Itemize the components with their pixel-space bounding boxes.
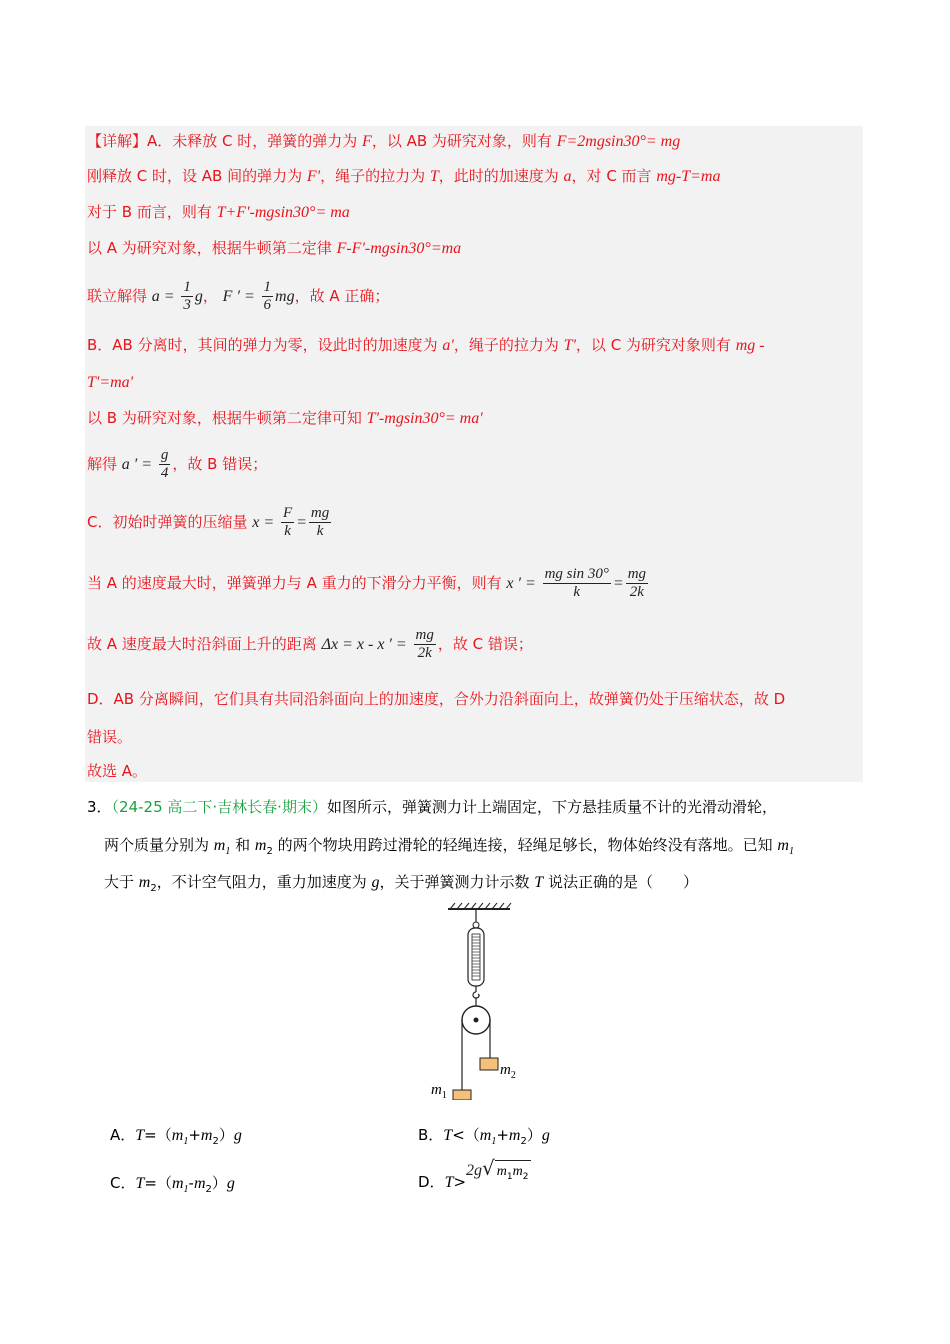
text: 以 A 为研究对象，根据牛顿第二定律: [87, 239, 337, 257]
text: 解得: [87, 455, 118, 473]
pulley-axle: [474, 1018, 479, 1023]
equation: mg-T=ma: [656, 168, 721, 185]
text: ，故 C 错误；: [437, 635, 533, 653]
equation: F=2mgsin30°= mg: [556, 133, 681, 150]
text: +: [188, 1126, 201, 1144]
fraction: [159, 447, 171, 482]
var: T': [563, 337, 576, 354]
var: m: [138, 874, 151, 891]
denominator: k: [281, 522, 294, 540]
var: T: [135, 1175, 145, 1192]
math: =: [296, 514, 307, 531]
option-letter: D．: [418, 1173, 445, 1191]
solution-line-10: [87, 502, 333, 543]
var: T: [444, 1174, 454, 1191]
solution-line-5: [87, 276, 389, 317]
text: 当 A 的速度最大时，弹簧弹力与 A 重力的下滑分力平衡，则有: [87, 574, 502, 592]
var: m: [193, 1175, 206, 1192]
denominator: 6: [263, 297, 272, 313]
subscript: 2: [205, 1184, 212, 1195]
solution-line-8: [87, 408, 483, 429]
subscript: 2: [266, 846, 273, 857]
text: ）: [211, 1174, 227, 1192]
question-line-1: [87, 797, 777, 817]
subscript: 2: [150, 883, 157, 894]
math: a =: [151, 288, 175, 305]
var: g: [233, 1127, 242, 1144]
text: ，故 B 错误；: [172, 455, 268, 473]
subscript: 1: [225, 846, 231, 857]
var: m: [200, 1127, 213, 1144]
subscript: 1: [491, 1136, 497, 1147]
math: g: [194, 288, 203, 305]
equation: mg -: [735, 337, 765, 354]
text: 对于 B 而言，则有: [87, 203, 217, 221]
subscript: 2: [212, 1136, 219, 1147]
text: ，故 A 正确；: [294, 287, 390, 305]
text: 和: [230, 836, 255, 854]
var: T: [429, 168, 439, 185]
math: x =: [252, 514, 275, 531]
numerator: g: [160, 447, 169, 463]
subscript: 2: [522, 1172, 529, 1182]
text: ，以 C 为研究对象则有: [575, 336, 736, 354]
text: 故选 A。: [87, 762, 148, 780]
var: a: [563, 168, 572, 185]
text: ，此时的加速度为: [438, 167, 564, 185]
fraction: [543, 566, 611, 601]
var: g: [371, 874, 380, 891]
text: 以 B 为研究对象，根据牛顿第二定律可知: [87, 409, 367, 427]
fraction: [626, 566, 648, 601]
solution-line-3: [87, 202, 350, 223]
subscript: 1: [788, 846, 794, 857]
math: =: [612, 575, 624, 592]
sqrt-sign: √: [482, 1156, 495, 1180]
text: =（: [144, 1126, 172, 1144]
text: 说法正确的是（ ）: [543, 873, 698, 891]
var: m: [777, 837, 789, 854]
numerator: mg sin 30°: [544, 566, 609, 582]
var: m: [431, 1082, 442, 1098]
var: g: [541, 1127, 550, 1144]
denominator: 2k: [626, 583, 648, 601]
math: x ′ =: [506, 575, 536, 592]
subscript: 1: [183, 1184, 189, 1195]
text: D．AB 分离瞬间，它们具有共同沿斜面向上的加速度，合外力沿斜面向上，故弹簧仍处于压缩状态，故 D: [87, 690, 786, 708]
text: ，绳子的拉力为: [320, 167, 430, 185]
var: m: [171, 1175, 184, 1192]
option-d[interactable]: [418, 1156, 531, 1209]
question-source: （24-25 高二下·吉林长春·期末）: [111, 798, 327, 816]
denominator: k: [309, 522, 331, 540]
var: m: [254, 837, 267, 854]
numerator: mg: [415, 627, 434, 643]
solution-line-1: [87, 131, 680, 152]
subscript: 1: [506, 1172, 513, 1182]
top-ring: [473, 922, 479, 928]
text: 联立解得: [87, 287, 148, 305]
solution-line-7: [87, 372, 133, 393]
solution-line-11: [87, 563, 650, 604]
hook: [473, 986, 479, 998]
denominator: 4: [160, 465, 169, 481]
solution-line-6: [87, 335, 765, 356]
subscript: 1: [441, 1090, 447, 1101]
equation: T'=ma': [87, 374, 134, 391]
solution-line-12: [87, 624, 533, 665]
text: ，: [202, 287, 218, 305]
label-m1: [431, 1080, 447, 1106]
var: T: [534, 874, 544, 891]
var: m: [213, 837, 226, 854]
solution-line-4: [87, 238, 461, 259]
var: g: [226, 1175, 235, 1192]
text: ）: [526, 1126, 542, 1144]
numerator: mg: [310, 505, 330, 521]
var: T: [443, 1127, 453, 1144]
text: B．AB 分离时，其间的弹力为零，设此时的加速度为: [87, 336, 443, 354]
denominator: 3: [183, 297, 191, 313]
denominator: k: [543, 583, 611, 601]
text: ，绳子的拉力为: [453, 336, 564, 354]
text: ，以 AB 为研究对象，则有: [371, 132, 557, 150]
text: 的两个物块用跨过滑轮的轻绳连接，轻绳足够长，物体始终没有落地。已知: [272, 836, 778, 854]
var: m: [496, 1164, 507, 1179]
text: =（: [144, 1174, 172, 1192]
text: 如图所示，弹簧测力计上端固定，下方悬挂质量不计的光滑动滑轮，: [326, 798, 777, 816]
text: 两个质量分别为: [104, 836, 214, 854]
option-c[interactable]: [110, 1172, 235, 1195]
block-m1: [453, 1090, 471, 1100]
math: a ′ =: [121, 456, 153, 473]
var: m: [500, 1062, 511, 1078]
fraction: [414, 627, 436, 662]
sqrt-expression: [466, 1156, 530, 1182]
solution-line-2: [87, 166, 720, 187]
question-number: 3．: [87, 798, 112, 816]
text: ）: [218, 1126, 234, 1144]
equation: F-F'-mgsin30°=ma: [336, 240, 462, 257]
label-m2: [500, 1060, 516, 1086]
text: >: [453, 1173, 467, 1191]
fraction: [281, 505, 294, 540]
var: F': [306, 168, 321, 185]
equation: T'-mgsin30°= ma': [366, 410, 483, 427]
math: mg: [275, 288, 295, 305]
solution-line-13: [87, 689, 785, 709]
option-letter: A．: [110, 1126, 136, 1144]
fraction: [181, 279, 193, 314]
text: 故 A 速度最大时沿斜面上升的距离: [87, 635, 317, 653]
text: <（: [452, 1126, 480, 1144]
text: 错误。: [87, 728, 133, 746]
radicand: [495, 1160, 531, 1182]
question-line-3: [104, 872, 698, 899]
question-line-2: [104, 835, 794, 862]
block-m2: [480, 1058, 498, 1070]
math: F ′ =: [222, 288, 255, 305]
text: +: [496, 1126, 509, 1144]
text: 大于: [104, 873, 139, 891]
solution-line-15: [87, 761, 147, 781]
numerator: 1: [263, 279, 272, 295]
numerator: F: [282, 505, 293, 521]
var: m: [479, 1127, 492, 1144]
var: a': [442, 337, 454, 354]
var: T: [135, 1127, 145, 1144]
text: ，对 C 而言: [571, 167, 657, 185]
subscript: 2: [520, 1136, 527, 1147]
subscript: 1: [183, 1136, 189, 1147]
option-a[interactable]: [110, 1124, 242, 1147]
text: 【详解】A．未释放 C 时，弹簧的弹力为: [87, 132, 363, 150]
text: ，不计空气阻力，重力加速度为: [156, 873, 372, 891]
numerator: 1: [183, 279, 191, 295]
fraction: [309, 505, 331, 540]
numerator: mg: [627, 566, 647, 582]
var: m: [512, 1164, 523, 1179]
subscript: 2: [510, 1070, 516, 1081]
text: 刚释放 C 时，设 AB 间的弹力为: [87, 167, 307, 185]
var: m: [171, 1127, 184, 1144]
option-b[interactable]: [418, 1124, 550, 1147]
solution-line-14: [87, 727, 132, 747]
fraction: [262, 279, 274, 314]
text: ，关于弹簧测力计示数: [379, 873, 535, 891]
text: C．初始时弹簧的压缩量: [87, 513, 248, 531]
math: Δx = x - x ′ =: [321, 636, 407, 653]
option-letter: C．: [110, 1174, 136, 1192]
var: m: [508, 1127, 521, 1144]
text: -: [188, 1174, 194, 1192]
denominator: 2k: [414, 644, 436, 662]
equation: T+F'-mgsin30°= ma: [216, 204, 350, 221]
var: F: [362, 133, 372, 150]
solution-line-9: [87, 444, 267, 485]
coefficient: 2g: [466, 1162, 483, 1179]
option-letter: B．: [418, 1126, 444, 1144]
